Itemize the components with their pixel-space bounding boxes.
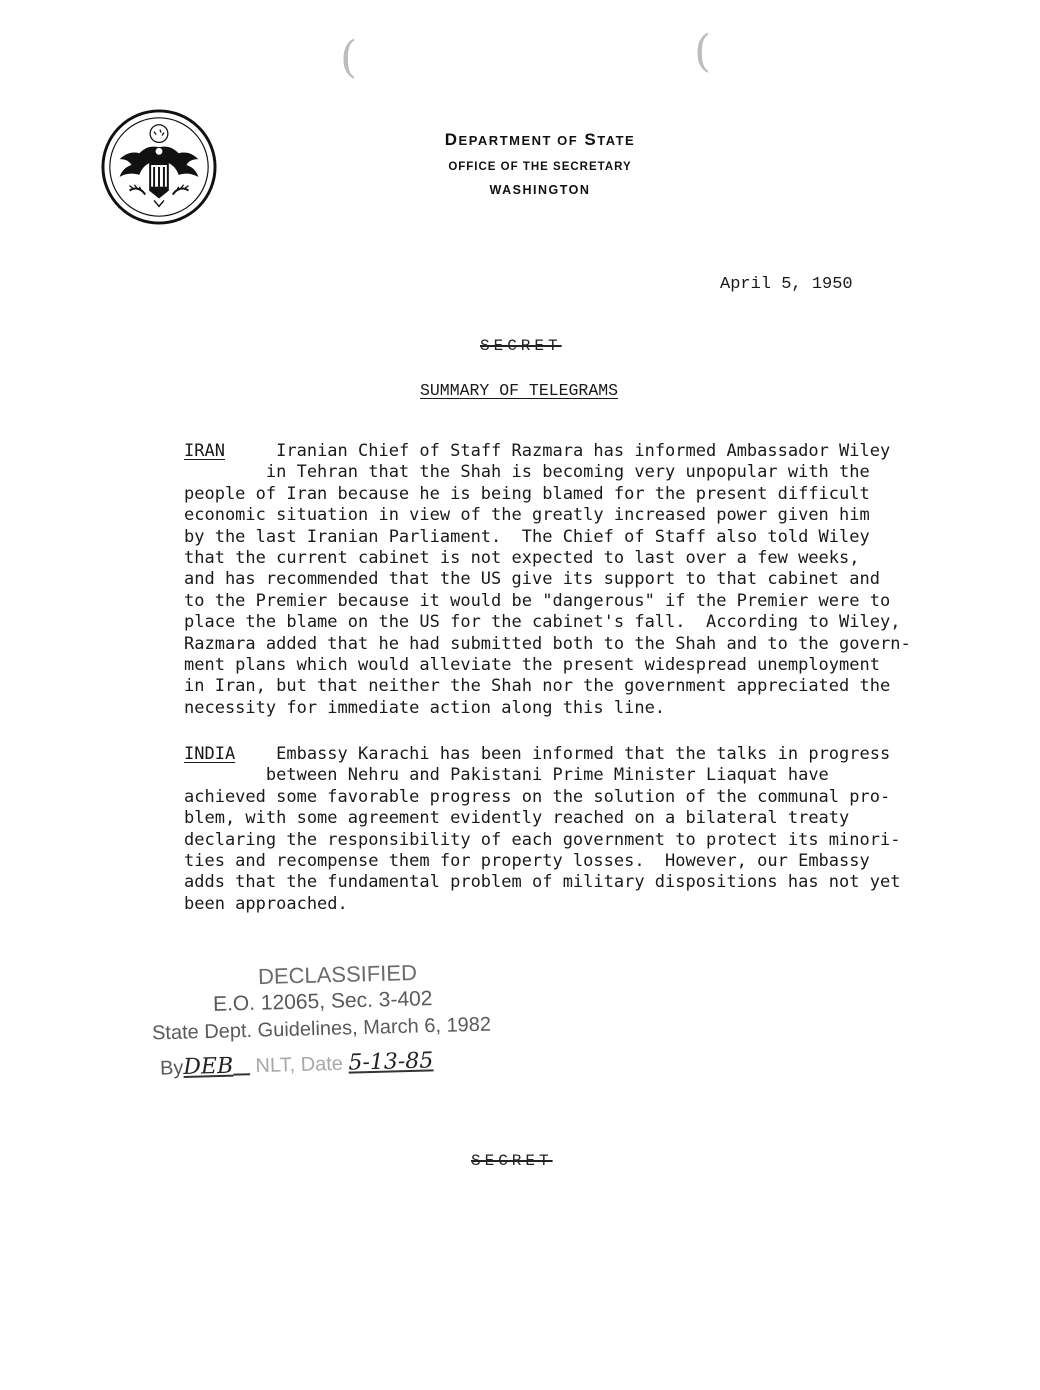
section-line: by the last Iranian Parliament. The Chief of Staff also told Wiley bbox=[184, 526, 870, 547]
section-line: ment plans which would alleviate the present widespread unemployment bbox=[184, 655, 880, 676]
document-date: April 5, 1950 bbox=[720, 275, 853, 294]
letterhead-office: OFFICE OF THE SECRETARY bbox=[448, 161, 632, 173]
stamp-by-label: By bbox=[159, 1056, 184, 1080]
margin-mark-right: ( bbox=[694, 26, 712, 77]
section-line: people of Iran because he is being blamed for the present difficult bbox=[184, 483, 870, 504]
section-line: achieved some favorable progress on the solution of the communal pro- bbox=[184, 786, 891, 807]
letterhead-city: WASHINGTON bbox=[489, 183, 591, 197]
section-iran bbox=[184, 441, 964, 719]
section-line: Razmara added that he had submitted both to the Shah and to the govern- bbox=[184, 633, 911, 654]
stamp-date: 5-13-85 bbox=[348, 1048, 434, 1076]
section-line: between Nehru and Pakistani Prime Minister Liaquat have bbox=[184, 765, 829, 786]
section-line: ties and recompense them for property losses. However, our Embassy bbox=[184, 851, 870, 872]
section-line: place the blame on the US for the cabinet's fall. According to Wiley, bbox=[184, 612, 901, 633]
classification-top: SECRET bbox=[480, 337, 562, 355]
section-india bbox=[184, 744, 964, 915]
great-seal-icon bbox=[100, 108, 218, 226]
section-line: in Iran, but that neither the Shah nor the government appreciated the bbox=[184, 676, 891, 697]
stamp-nlt-date-label: NLT, Date bbox=[255, 1052, 344, 1078]
section-line: adds that the fundamental problem of military dispositions has not yet bbox=[184, 872, 901, 893]
section-line: economic situation in view of the greatly increased power given him bbox=[184, 505, 870, 526]
stamp-by-line bbox=[160, 1048, 434, 1080]
section-line: and has recommended that the US give its support to that cabinet and bbox=[184, 569, 880, 590]
section-line: to the Premier because it would be "dangerous" if the Premier were to bbox=[184, 590, 891, 611]
section-line: blem, with some agreement evidently reached on a bilateral treaty bbox=[184, 808, 850, 829]
document-title: SUMMARY OF TELEGRAMS bbox=[420, 381, 619, 400]
stamp-initials: DEB bbox=[183, 1053, 234, 1080]
classification-bottom: SECRET bbox=[471, 1152, 553, 1170]
section-line: that the current cabinet is not expected to last over a few weeks, bbox=[184, 548, 860, 569]
margin-mark-left: ( bbox=[340, 32, 358, 83]
section-tag: INDIA bbox=[184, 744, 236, 764]
stamp-guidelines: State Dept. Guidelines, March 6, 1982 bbox=[151, 1013, 492, 1045]
section-line: Embassy Karachi has been informed that the talks in progress bbox=[235, 744, 891, 764]
section-line: in Tehran that the Shah is becoming very unpopular with the bbox=[184, 462, 870, 483]
section-line: been approached. bbox=[184, 893, 348, 914]
stamp-eo: E.O. 12065, Sec. 3-402 bbox=[212, 987, 433, 1016]
section-line: declaring the responsibility of each government to protect its minori- bbox=[184, 829, 901, 850]
stamp-declassified: DECLASSIFIED bbox=[257, 959, 418, 990]
section-line: Iranian Chief of Staff Razmara has informed Ambassador Wiley bbox=[224, 441, 891, 461]
letterhead-department: DEPARTMENT OF STATE bbox=[444, 130, 636, 149]
section-line: necessity for immediate action along this line. bbox=[184, 697, 666, 718]
section-tag: IRAN bbox=[184, 441, 225, 461]
